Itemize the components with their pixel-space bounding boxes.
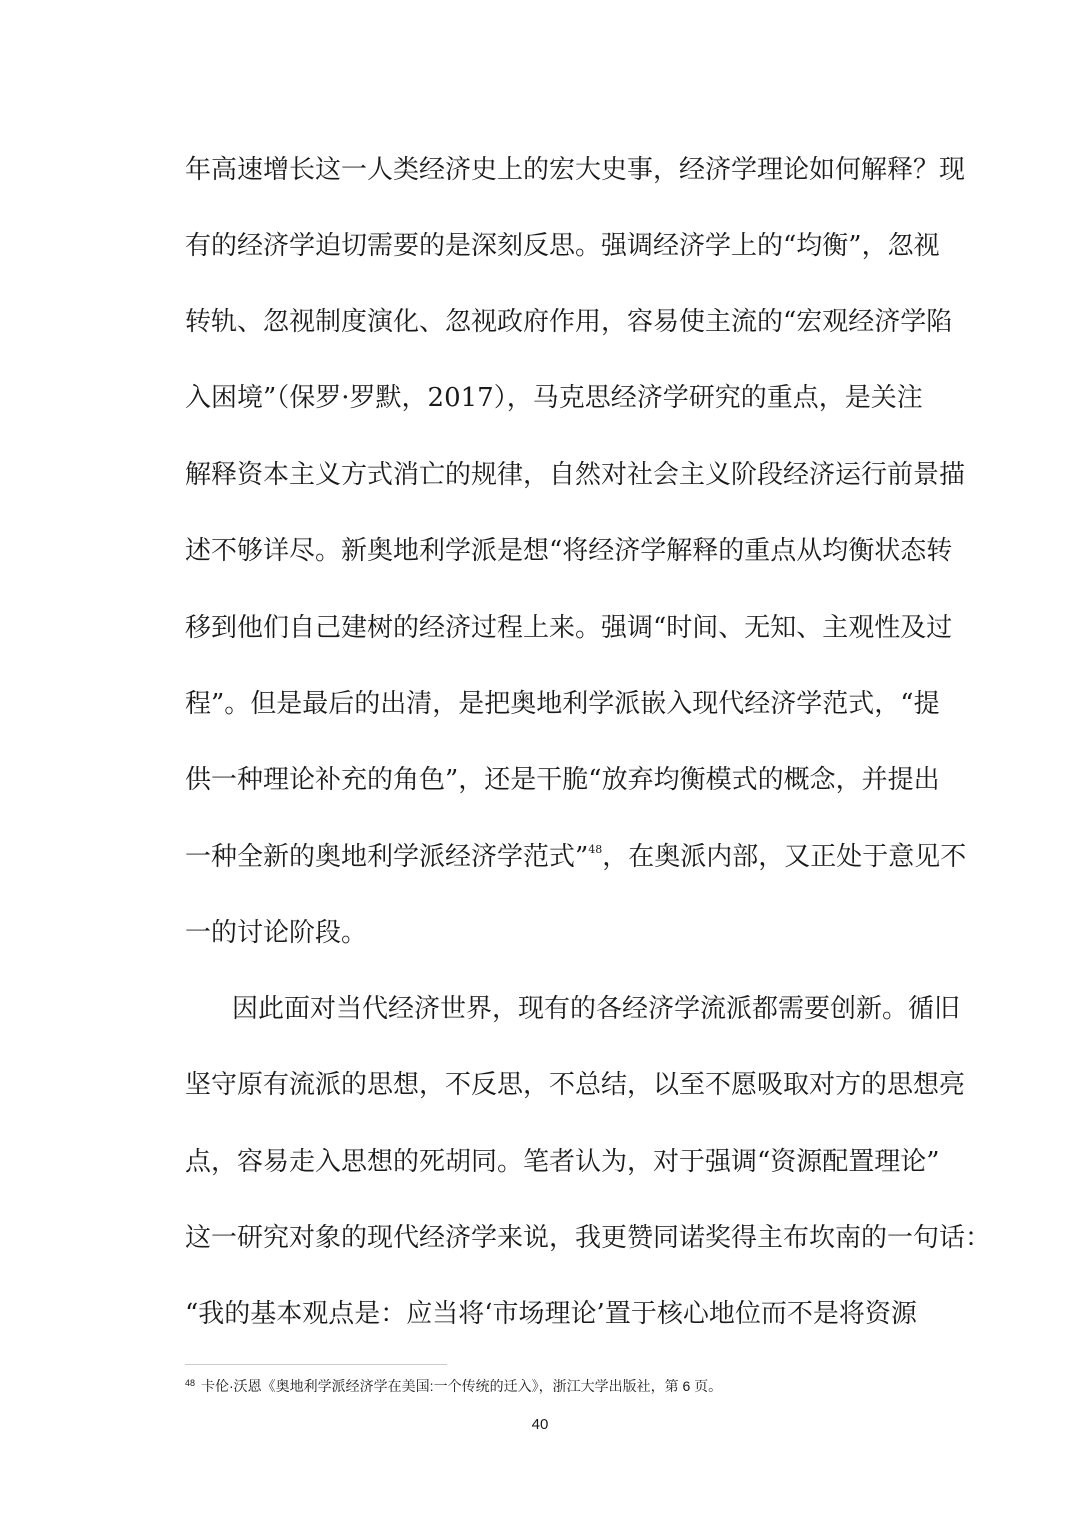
- body-line: 程”。但是最后的出清，是把奥地利学派嵌入现代经济学范式，“提: [185, 689, 940, 719]
- body-line: 移到他们自己建树的经济过程上来。强调“时间、无知、主观性及过: [185, 613, 953, 643]
- body-line-with-footnote-ref: [185, 837, 967, 877]
- body-line: 坚守原有流派的思想，不反思，不总结，以至不愿吸取对方的思想亮: [185, 1070, 966, 1100]
- body-line: 一的讨论阶段。: [185, 918, 368, 948]
- body-line: 述不够详尽。新奥地利学派是想“将经济学解释的重点从均衡状态转: [185, 536, 953, 566]
- body-line: 解释资本主义方式消亡的规律，自然对社会主义阶段经济运行前景描: [185, 460, 966, 490]
- page-number: 40: [531, 1416, 549, 1433]
- body-line: 入困境”（保罗·罗默，2017），马克思经济学研究的重点，是关注: [185, 383, 923, 413]
- body-line: 有的经济学迫切需要的是深刻反思。强调经济学上的“均衡”，忽视: [185, 231, 940, 261]
- footnote-ref[interactable]: 48: [588, 843, 603, 856]
- body-line: 年高速增长这一人类经济史上的宏大史事，经济学理论如何解释？现: [185, 155, 966, 185]
- body-line: 点，容易走入思想的死胡同。笔者认为，对于强调“资源配置理论”: [185, 1147, 940, 1177]
- text: 一种全新的奥地利学派经济学范式”: [185, 842, 589, 872]
- footnote-divider: [185, 1364, 447, 1365]
- body-line: 转轨、忽视制度演化、忽视政府作用，容易使主流的“宏观经济学陷: [185, 307, 953, 337]
- body-line: 这一研究对象的现代经济学来说，我更赞同诺奖得主布坎南的一句话：: [185, 1223, 992, 1253]
- body-line: “我的基本观点是：应当将‘市场理论’置于核心地位而不是将资源: [185, 1299, 917, 1329]
- footnote: [185, 1376, 722, 1396]
- body-line: 因此面对当代经济世界，现有的各经济学流派都需要创新。循旧: [232, 994, 961, 1024]
- text: ，在奥派内部，又正处于意见不: [602, 842, 967, 872]
- footnote-number: 48: [185, 1378, 196, 1388]
- body-line: 供一种理论补充的角色”，还是干脆“放弃均衡模式的概念，并提出: [185, 765, 940, 795]
- footnote-text: 卡伦·沃恩《奥地利学派经济学在美国:一个传统的迁入》，浙江大学出版社，第 6 页。: [201, 1378, 723, 1394]
